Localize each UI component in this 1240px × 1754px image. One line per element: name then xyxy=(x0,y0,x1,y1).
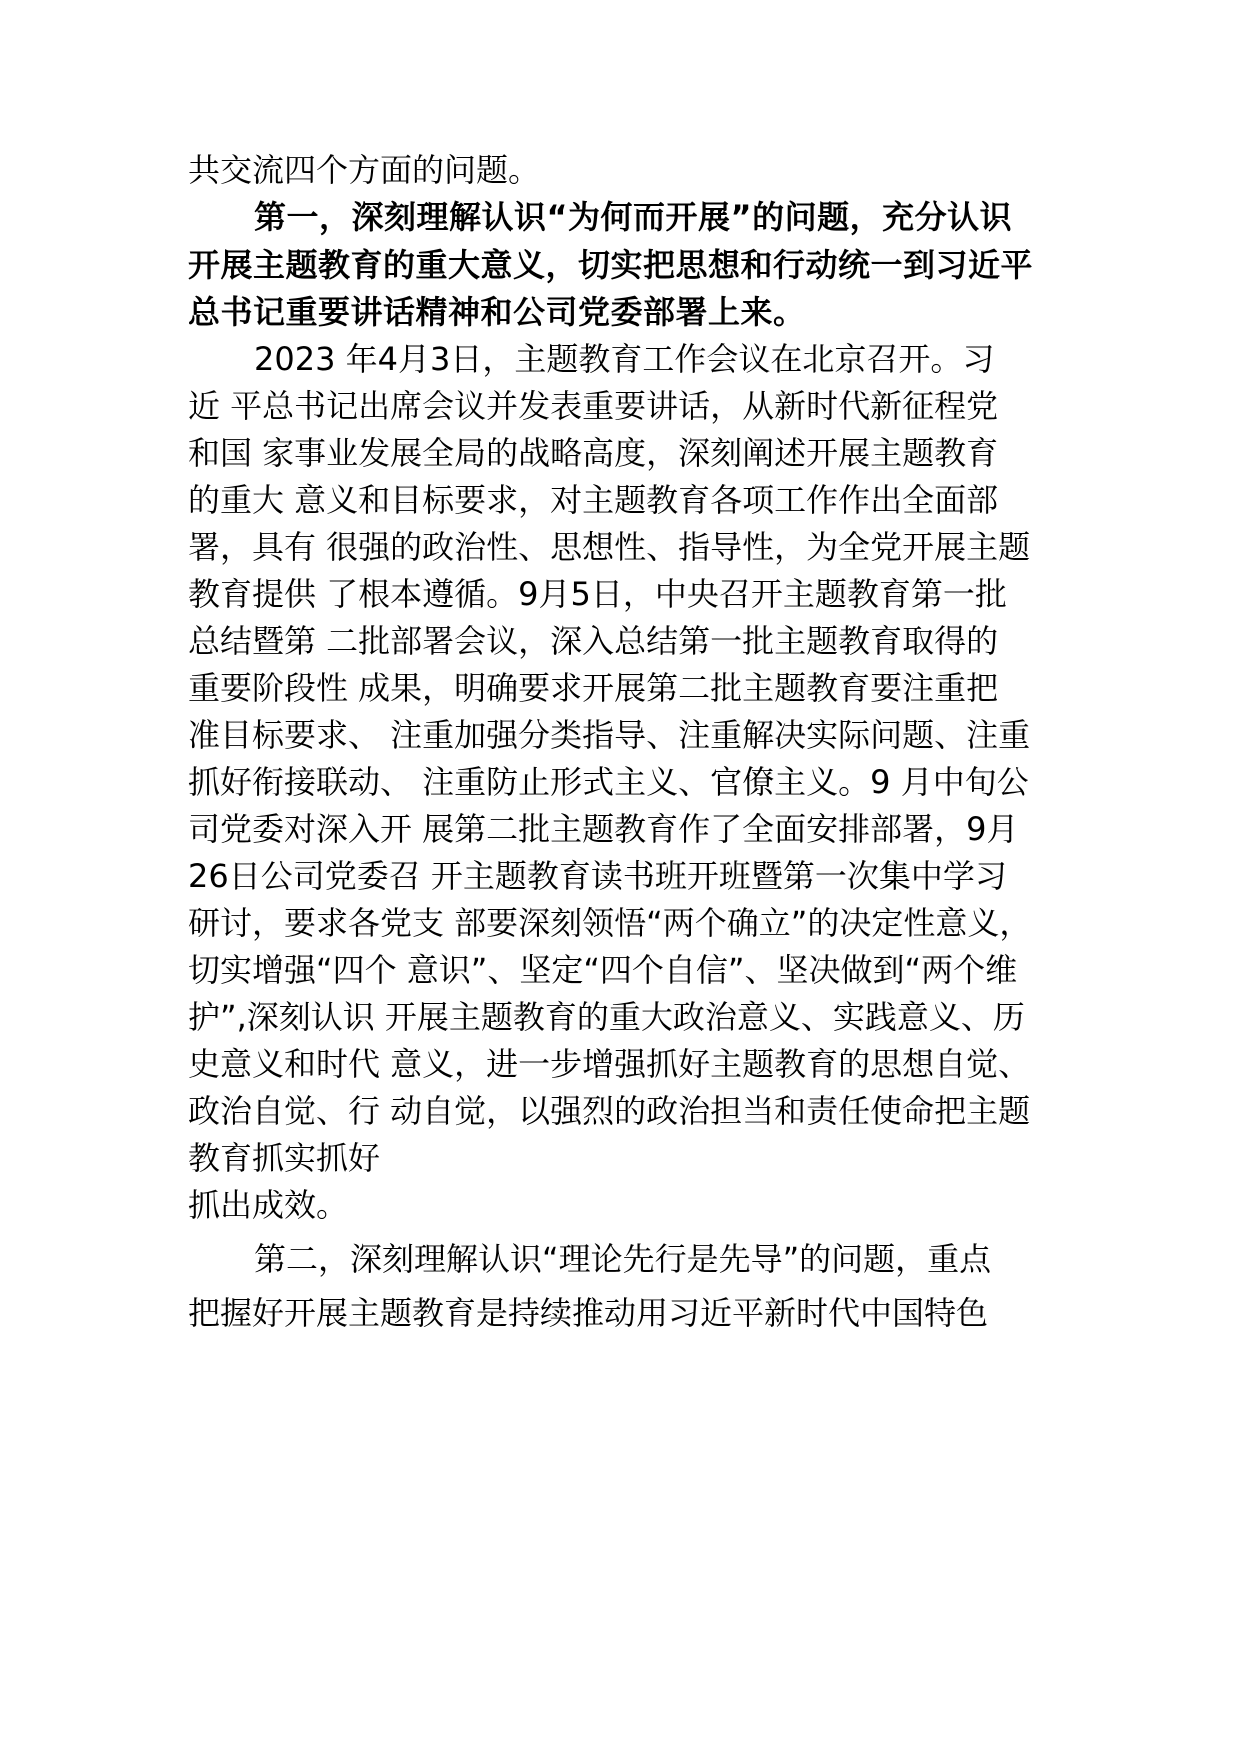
paragraph-line: 政治自觉、行 动自觉，以强烈的政治担当和责任使命把主题 xyxy=(188,1092,1031,1130)
paragraph-line: 史意义和时代 意义，进一步增强抓好主题教育的思想自觉、 xyxy=(188,1045,1031,1083)
paragraph-line: 2023 年4月3日，主题教育工作会议在北京召开。习 xyxy=(254,340,995,378)
paragraph-line: 的重大 意义和目标要求，对主题教育各项工作作出全面部 xyxy=(188,481,999,519)
paragraph-line: 26日公司党委召 开主题教育读书班开班暨第一次集中学习 xyxy=(188,857,1007,895)
paragraph-line: 抓好衔接联动、 注重防止形式主义、官僚主义。9 月中旬公 xyxy=(188,763,1029,801)
paragraph-line: 重要阶段性 成果，明确要求开展第二批主题教育要注重把 xyxy=(188,669,999,707)
paragraph-line: 准目标要求、 注重加强分类指导、注重解决实际问题、注重 xyxy=(188,716,1031,754)
section-heading-line: 开展主题教育的重大意义，切实把思想和行动统一到习近平 xyxy=(188,246,1034,284)
paragraph-line: 护”,深刻认识 开展主题教育的重大政治意义、实践意义、历 xyxy=(188,998,1025,1036)
paragraph-line: 教育抓实抓好 xyxy=(188,1139,381,1177)
paragraph-line: 总结暨第 二批部署会议，深入总结第一批主题教育取得的 xyxy=(188,622,999,660)
section-heading-line: 第二，深刻理解认识“理论先行是先导”的问题，重点 xyxy=(254,1240,992,1278)
paragraph-line: 近 平总书记出席会议并发表重要讲话，从新时代新征程党 xyxy=(188,387,999,425)
paragraph-line: 把握好开展主题教育是持续推动用习近平新时代中国特色 xyxy=(188,1294,989,1332)
paragraph-line: 教育提供 了根本遵循。9月5日，中央召开主题教育第一批 xyxy=(188,575,1007,613)
section-heading-line: 总书记重要讲话精神和公司党委部署上来。 xyxy=(188,293,806,331)
paragraph-line: 署，具有 很强的政治性、思想性、指导性，为全党开展主题 xyxy=(188,528,1031,566)
paragraph-line: 共交流四个方面的问题。 xyxy=(188,151,541,189)
paragraph-line: 司党委对深入开 展第二批主题教育作了全面安排部署，9月 xyxy=(188,810,1019,848)
paragraph-line: 研讨，要求各党支 部要深刻领悟“两个确立”的决定性意义， xyxy=(188,904,1032,942)
paragraph-line: 切实增强“四个 意识”、坚定“四个自信”、坚决做到“两个维 xyxy=(188,951,1018,989)
paragraph-line: 抓出成效。 xyxy=(188,1186,349,1224)
paragraph-line: 和国 家事业发展全局的战略高度，深刻阐述开展主题教育 xyxy=(188,434,999,472)
section-heading-line: 第一，深刻理解认识“为何而开展”的问题，充分认识 xyxy=(254,198,1013,236)
